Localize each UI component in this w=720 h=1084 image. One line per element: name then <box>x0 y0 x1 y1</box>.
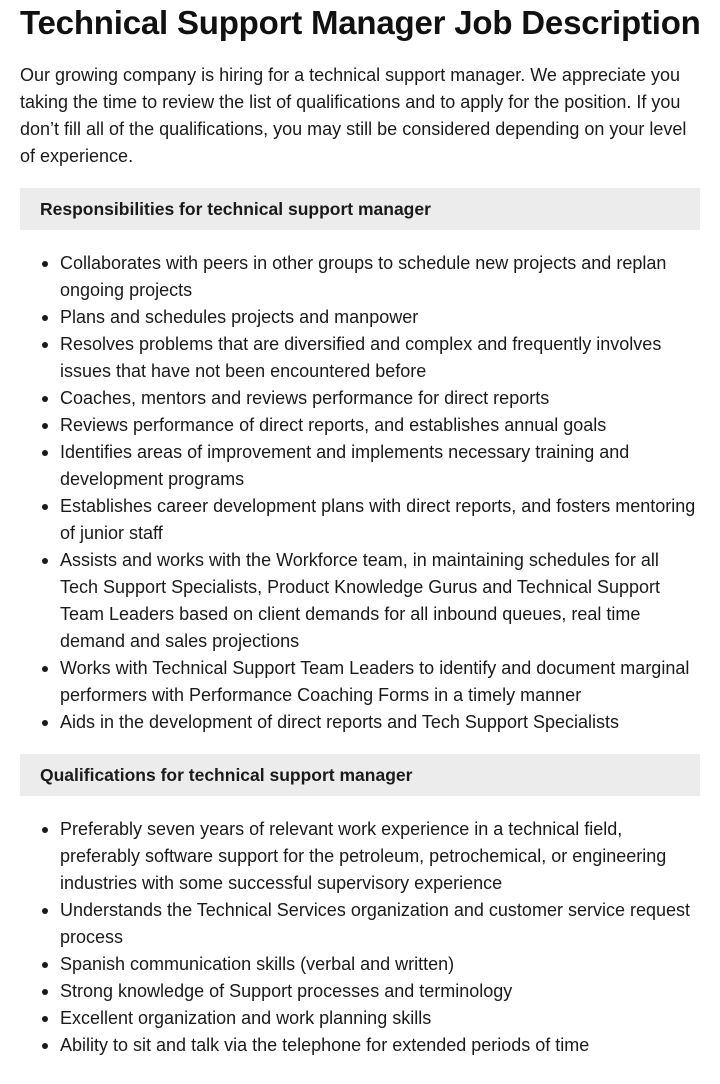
responsibilities-list <box>20 250 700 736</box>
list-item: Reviews performance of direct reports, and establishes annual goals <box>20 412 700 439</box>
section-spacer <box>20 736 700 754</box>
qualifications-heading: Qualifications for technical support manager <box>20 754 700 796</box>
list-item: Coaches, mentors and reviews performance for direct reports <box>20 385 700 412</box>
list-item: Spanish communication skills (verbal and written) <box>20 951 700 978</box>
list-item: Identifies areas of improvement and implements necessary training and development programs <box>20 439 700 493</box>
list-item: Resolves problems that are diversified and complex and frequently involves issues that have not been encountered before <box>20 331 700 385</box>
list-item: Collaborates with peers in other groups to schedule new projects and replan ongoing projects <box>20 250 700 304</box>
intro-paragraph: Our growing company is hiring for a technical support manager. We appreciate you taking the time to review the list of qualifications and to apply for the position. If you don’t fill all of the qualifications, you may still be considered depending on your level of experience. <box>20 65 687 166</box>
list-item: Assists and works with the Workforce team, in maintaining schedules for all Tech Support Specialists, Product Knowledge Gurus and Technical Support Team Leaders based on client demands for all inbound queues, real time demand and sales projections <box>20 547 700 655</box>
list-item: Plans and schedules projects and manpower <box>20 304 700 331</box>
list-item: Establishes career development plans with direct reports, and fosters mentoring of junior staff <box>20 493 700 547</box>
responsibilities-heading: Responsibilities for technical support manager <box>20 188 700 230</box>
page-title: Technical Support Manager Job Description <box>20 4 701 41</box>
list-item: Understands the Technical Services organization and customer service request process <box>20 897 700 951</box>
list-item: Preferably seven years of relevant work experience in a technical field, preferably software support for the petroleum, petrochemical, or engineering industries with some successful supervisory experience <box>20 816 700 897</box>
list-item: Excellent organization and work planning skills <box>20 1005 700 1032</box>
list-item: Ability to sit and talk via the telephone for extended periods of time <box>20 1032 700 1059</box>
qualifications-list <box>20 816 700 1059</box>
list-item: Aids in the development of direct reports and Tech Support Specialists <box>20 709 700 736</box>
list-item: Strong knowledge of Support processes and terminology <box>20 978 700 1005</box>
list-item: Works with Technical Support Team Leaders to identify and document marginal performers with Performance Coaching Forms in a timely manner <box>20 655 700 709</box>
